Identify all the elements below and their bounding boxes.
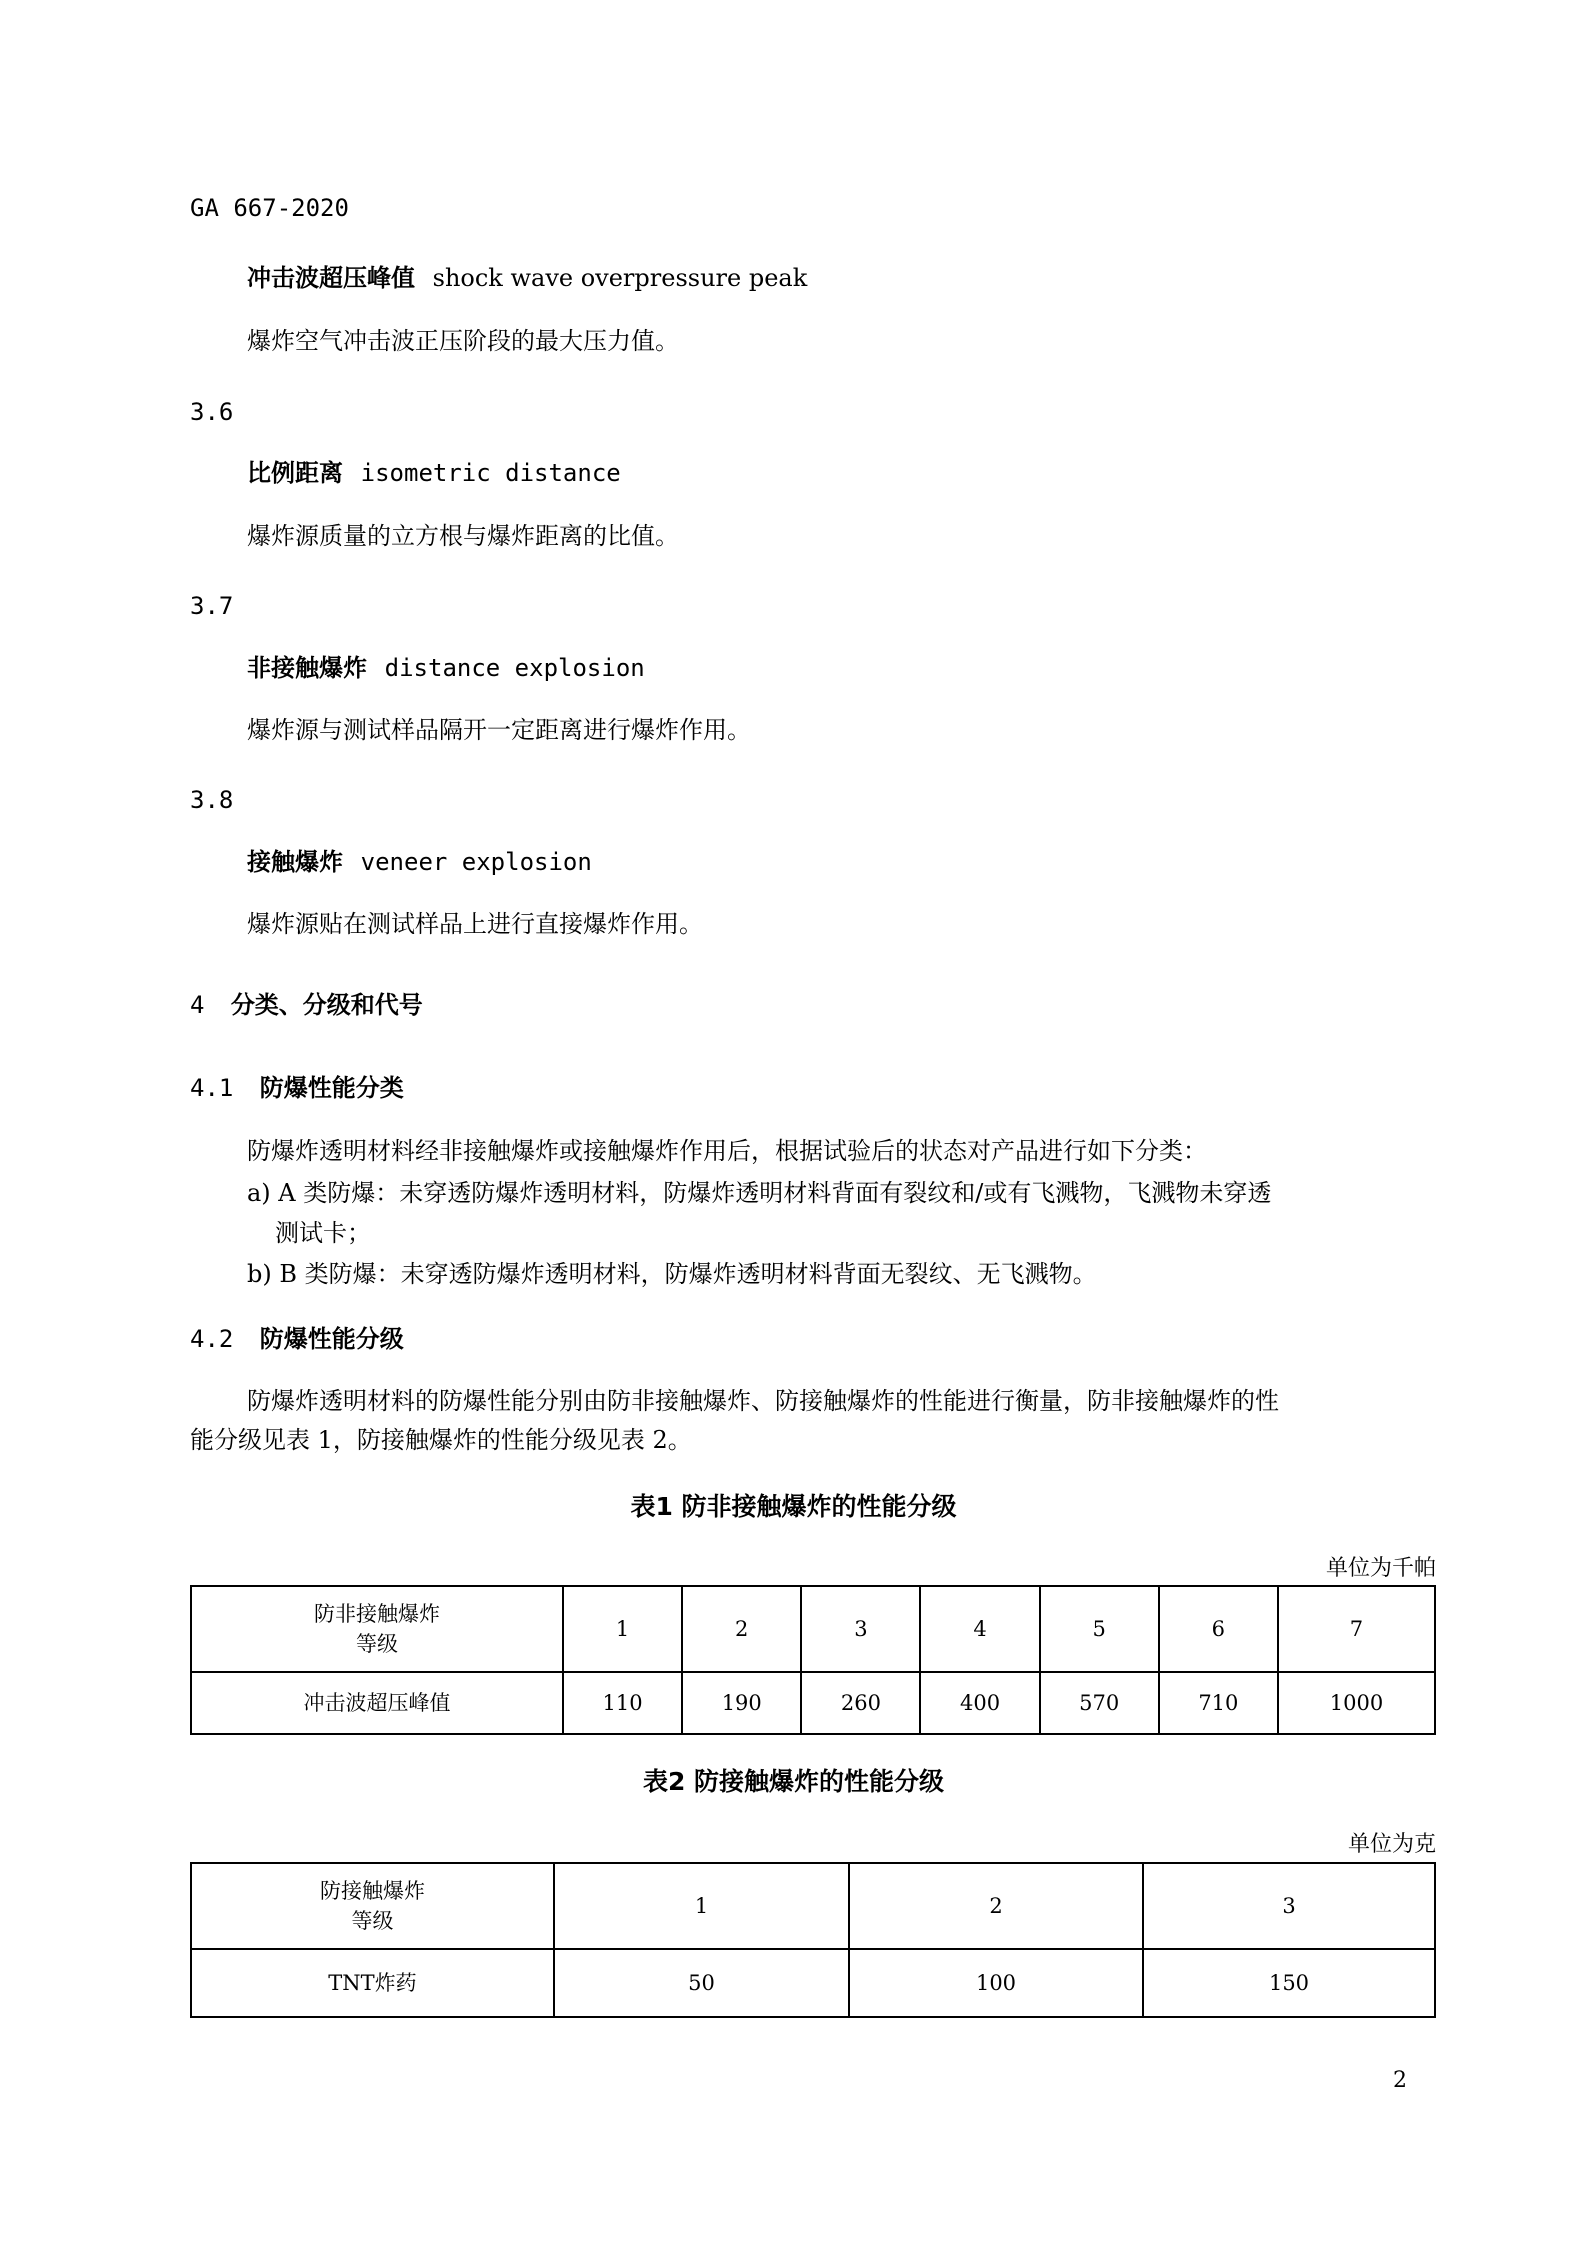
- table2: [190, 1862, 1436, 2018]
- level-cell: 3: [1143, 1863, 1435, 1949]
- term-chinese: 非接触爆炸: [247, 654, 367, 682]
- term-chinese: 冲击波超压峰值: [247, 264, 415, 292]
- section-title: 分类、分级和代号: [230, 991, 423, 1019]
- level-cell: 6: [1159, 1586, 1278, 1672]
- term-entry: [247, 457, 621, 489]
- term-entry: [247, 652, 645, 684]
- header-label-line: 等级: [351, 1909, 394, 1933]
- list-item-a-continued: 测试卡；: [275, 1219, 371, 1247]
- table2-caption: 表2 防接触爆炸的性能分级: [642, 1767, 945, 1796]
- term-definition: 爆炸源与测试样品隔开一定距离进行爆炸作用。: [247, 716, 751, 744]
- value-cell: 50: [554, 1949, 849, 2017]
- level-cell: 1: [554, 1863, 849, 1949]
- term-number: 3.7: [190, 592, 234, 620]
- header-label-line: 等级: [356, 1632, 398, 1656]
- subsection-number: 4.2: [190, 1325, 234, 1353]
- table-row: [191, 1949, 1435, 2017]
- value-cell: 100: [849, 1949, 1143, 2017]
- level-cell: 7: [1278, 1586, 1435, 1672]
- table1-unit: 单位为千帕: [1325, 1556, 1436, 1581]
- term-english: distance explosion: [384, 654, 645, 682]
- value-cell: 710: [1159, 1672, 1278, 1734]
- term-entry: [247, 846, 592, 878]
- header-label-line: 防非接触爆炸: [314, 1602, 440, 1626]
- table2-unit: 单位为克: [1347, 1832, 1436, 1857]
- value-cell: 1000: [1278, 1672, 1435, 1734]
- term-english: shock wave overpressure peak: [432, 264, 808, 292]
- term-english: isometric distance: [360, 459, 621, 487]
- subsection-number: 4.1: [190, 1074, 234, 1102]
- row-label-cell: 冲击波超压峰值: [191, 1672, 563, 1734]
- term-entry: [247, 262, 807, 294]
- table-header-cell: [191, 1863, 554, 1949]
- subsection-heading: [190, 1323, 404, 1355]
- table-header-cell: [191, 1586, 563, 1672]
- term-definition: 爆炸源质量的立方根与爆炸距离的比值。: [247, 522, 679, 550]
- term-definition: 爆炸源贴在测试样品上进行直接爆炸作用。: [247, 910, 703, 938]
- value-cell: 150: [1143, 1949, 1435, 2017]
- value-cell: 570: [1040, 1672, 1159, 1734]
- table-row: [191, 1672, 1435, 1734]
- list-item-a: a) A 类防爆：未穿透防爆炸透明材料，防爆炸透明材料背面有裂纹和/或有飞溅物，飞溅物未穿透: [247, 1179, 1272, 1207]
- level-cell: 1: [563, 1586, 682, 1672]
- document-id: GA 667-2020: [190, 194, 349, 222]
- paragraph-line: 能分级见表 1，防接触爆炸的性能分级见表 2。: [190, 1426, 692, 1454]
- subsection-title: 防爆性能分类: [259, 1074, 404, 1102]
- level-cell: 4: [920, 1586, 1039, 1672]
- table1-caption: 表1 防非接触爆炸的性能分级: [630, 1492, 957, 1521]
- header-label-line: 防接触爆炸: [320, 1879, 425, 1903]
- level-cell: 2: [849, 1863, 1143, 1949]
- term-number: 3.8: [190, 786, 234, 814]
- value-cell: 110: [563, 1672, 682, 1734]
- term-english: veneer explosion: [360, 848, 592, 876]
- paragraph-line: 防爆炸透明材料的防爆性能分别由防非接触爆炸、防接触爆炸的性能进行衡量，防非接触爆炸的性: [247, 1387, 1279, 1415]
- level-cell: 5: [1040, 1586, 1159, 1672]
- term-chinese: 接触爆炸: [247, 848, 343, 876]
- table-row: [191, 1863, 1435, 1949]
- table1: [190, 1585, 1436, 1735]
- list-item-b: b) B 类防爆：未穿透防爆炸透明材料，防爆炸透明材料背面无裂纹、无飞溅物。: [247, 1260, 1097, 1288]
- paragraph: 防爆炸透明材料经非接触爆炸或接触爆炸作用后，根据试验后的状态对产品进行如下分类：: [247, 1137, 1207, 1165]
- row-label-cell: TNT炸药: [191, 1949, 554, 2017]
- subsection-heading: [190, 1072, 404, 1104]
- term-definition: 爆炸空气冲击波正压阶段的最大压力值。: [247, 327, 679, 355]
- level-cell: 3: [801, 1586, 920, 1672]
- value-cell: 190: [682, 1672, 801, 1734]
- value-cell: 260: [801, 1672, 920, 1734]
- table-row: [191, 1586, 1435, 1672]
- subsection-title: 防爆性能分级: [259, 1325, 404, 1353]
- page-number: 2: [1393, 2068, 1407, 2093]
- section-number: 4: [190, 991, 205, 1019]
- term-number: 3.6: [190, 398, 234, 426]
- term-chinese: 比例距离: [247, 459, 343, 487]
- value-cell: 400: [920, 1672, 1039, 1734]
- level-cell: 2: [682, 1586, 801, 1672]
- section-heading: [190, 989, 423, 1021]
